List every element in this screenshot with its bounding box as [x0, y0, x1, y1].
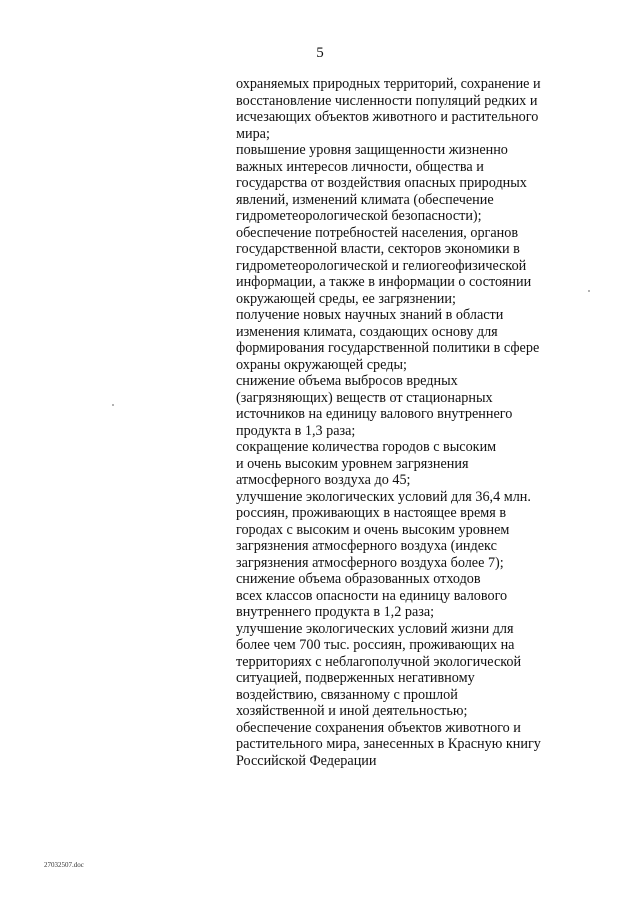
text-line: обеспечение потребностей населения, органов [236, 224, 519, 241]
text-line: исчезающих объектов животного и растительного [236, 109, 539, 125]
text-line: повышение уровня защищенности жизненно [236, 142, 508, 158]
text-line: территориях с неблагополучной экологической [236, 653, 522, 670]
text-line: и очень высоким уровнем загрязнения [236, 455, 469, 472]
text-line: гидрометеорологической безопасности); [236, 208, 482, 224]
text-line: (загрязняющих) веществ от стационарных [236, 389, 493, 406]
text-line: загрязнения атмосферного воздуха более 7); [236, 554, 504, 571]
text-line: растительного мира, занесенных в Красную книгу [236, 736, 541, 752]
footer-filename: 27032507.doc [44, 861, 84, 869]
text-line: загрязнения атмосферного воздуха (индекс [236, 538, 497, 554]
text-line: снижение объема образованных отходов [236, 571, 481, 587]
scan-speck [112, 404, 114, 406]
text-line: воздействию, связанному с прошлой [236, 686, 458, 703]
text-line: россиян, проживающих в настоящее время в [236, 505, 507, 521]
body-text [236, 76, 576, 769]
text-line: городах с высоким и очень высоким уровнем [236, 521, 510, 538]
text-line: важных интересов личности, общества и [236, 158, 484, 175]
text-line: обеспечение сохранения объектов животного и [236, 719, 521, 736]
text-line: внутреннего продукта в 1,2 раза; [236, 604, 435, 620]
text-line: Российской Федерации [236, 752, 377, 769]
text-line: источников на единицу валового внутреннего [236, 406, 513, 422]
text-line: сокращение количества городов с высоким [236, 439, 497, 455]
text-line: атмосферного воздуха до 45; [236, 472, 411, 488]
text-line: охраны окружающей среды; [236, 356, 407, 373]
text-line: всех классов опасности на единицу валового [236, 587, 508, 604]
text-line: формирования государственной политики в сфере [236, 340, 540, 356]
text-line: снижение объема выбросов вредных [236, 373, 458, 389]
text-line: информации, а также в информации о состоянии [236, 274, 532, 290]
text-line: охраняемых природных территорий, сохранение и [236, 76, 541, 92]
text-line: восстановление численности популяций редких и [236, 92, 538, 109]
text-line: гидрометеорологической и гелиогеофизической [236, 257, 527, 274]
text-line: хозяйственной и иной деятельностью; [236, 703, 468, 719]
page-number: 5 [316, 45, 324, 61]
text-line: улучшение экологических условий жизни для [236, 620, 514, 637]
text-line: продукта в 1,3 раза; [236, 422, 356, 439]
text-line: изменения климата, создающих основу для [236, 323, 498, 340]
text-line: ситуацией, подверженных негативному [236, 670, 475, 686]
text-line: явлений, изменений климата (обеспечение [236, 191, 494, 208]
text-line: улучшение экологических условий для 36,4 млн. [236, 488, 531, 505]
text-line: более чем 700 тыс. россиян, проживающих на [236, 637, 515, 653]
text-line: окружающей среды, ее загрязнении; [236, 290, 456, 307]
text-line: государства от воздействия опасных природных [236, 175, 527, 191]
text-line: мира; [236, 125, 270, 142]
text-line: государственной власти, секторов экономики в [236, 241, 520, 257]
scan-speck [588, 290, 590, 292]
text-line: получение новых научных знаний в области [236, 307, 504, 323]
